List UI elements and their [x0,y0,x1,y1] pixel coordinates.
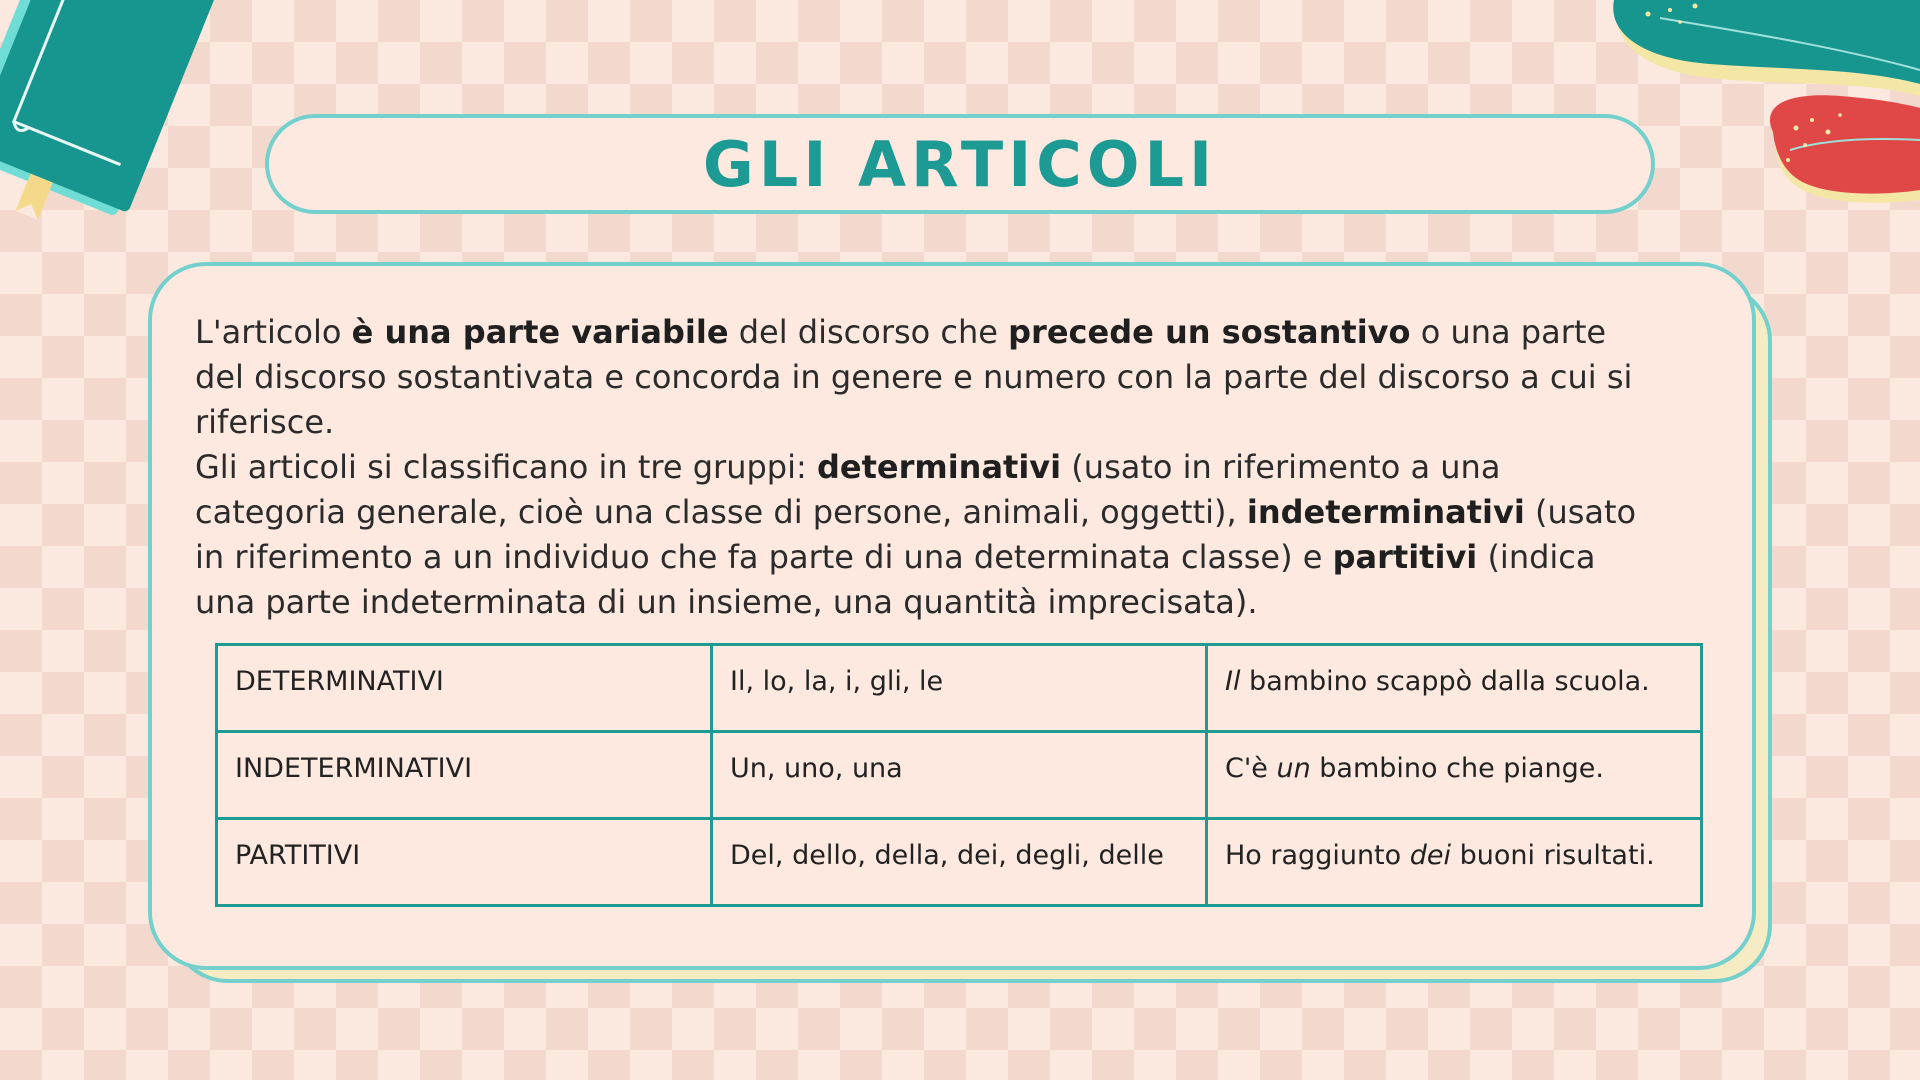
table-row [217,645,1702,732]
example-cell: Il bambino scappò dalla scuola. [1207,645,1702,732]
table-row [217,819,1702,906]
leaf-red-icon [1770,95,1920,203]
category-cell: PARTITIVI [217,819,712,906]
book-icon [0,0,220,270]
articles-table [215,643,1703,907]
example-cell: Ho raggiunto dei buoni risultati. [1207,819,1702,906]
table-row [217,732,1702,819]
category-cell: INDETERMINATIVI [217,732,712,819]
category-cell: DETERMINATIVI [217,645,712,732]
page-title: GLI ARTICOLI [702,127,1218,201]
example-cell: C'è un bambino che piange. [1207,732,1702,819]
leaf-teal-icon [1613,0,1920,96]
definition-paragraph: L'articolo è una parte variabile del discorso che precede un sostantivo o una parte del discorso sostantivata e concorda in genere e numero con la parte del discorso a cui si riferisce. Gli articoli si classificano in tre gruppi: determinativi (usato in riferimento a una categoria generale, cioè una classe di persone, animali, oggetti), indeterminativi (usato in riferimento a un individuo che fa parte di una determinata classe) e partitivi (indica una parte indeterminata di un insieme, una quantità imprecisata). [195,313,1637,621]
title-box [265,114,1655,214]
articles-cell: Un, uno, una [712,732,1207,819]
articles-cell: Del, dello, della, dei, degli, delle [712,819,1207,906]
articles-cell: Il, lo, la, i, gli, le [712,645,1207,732]
